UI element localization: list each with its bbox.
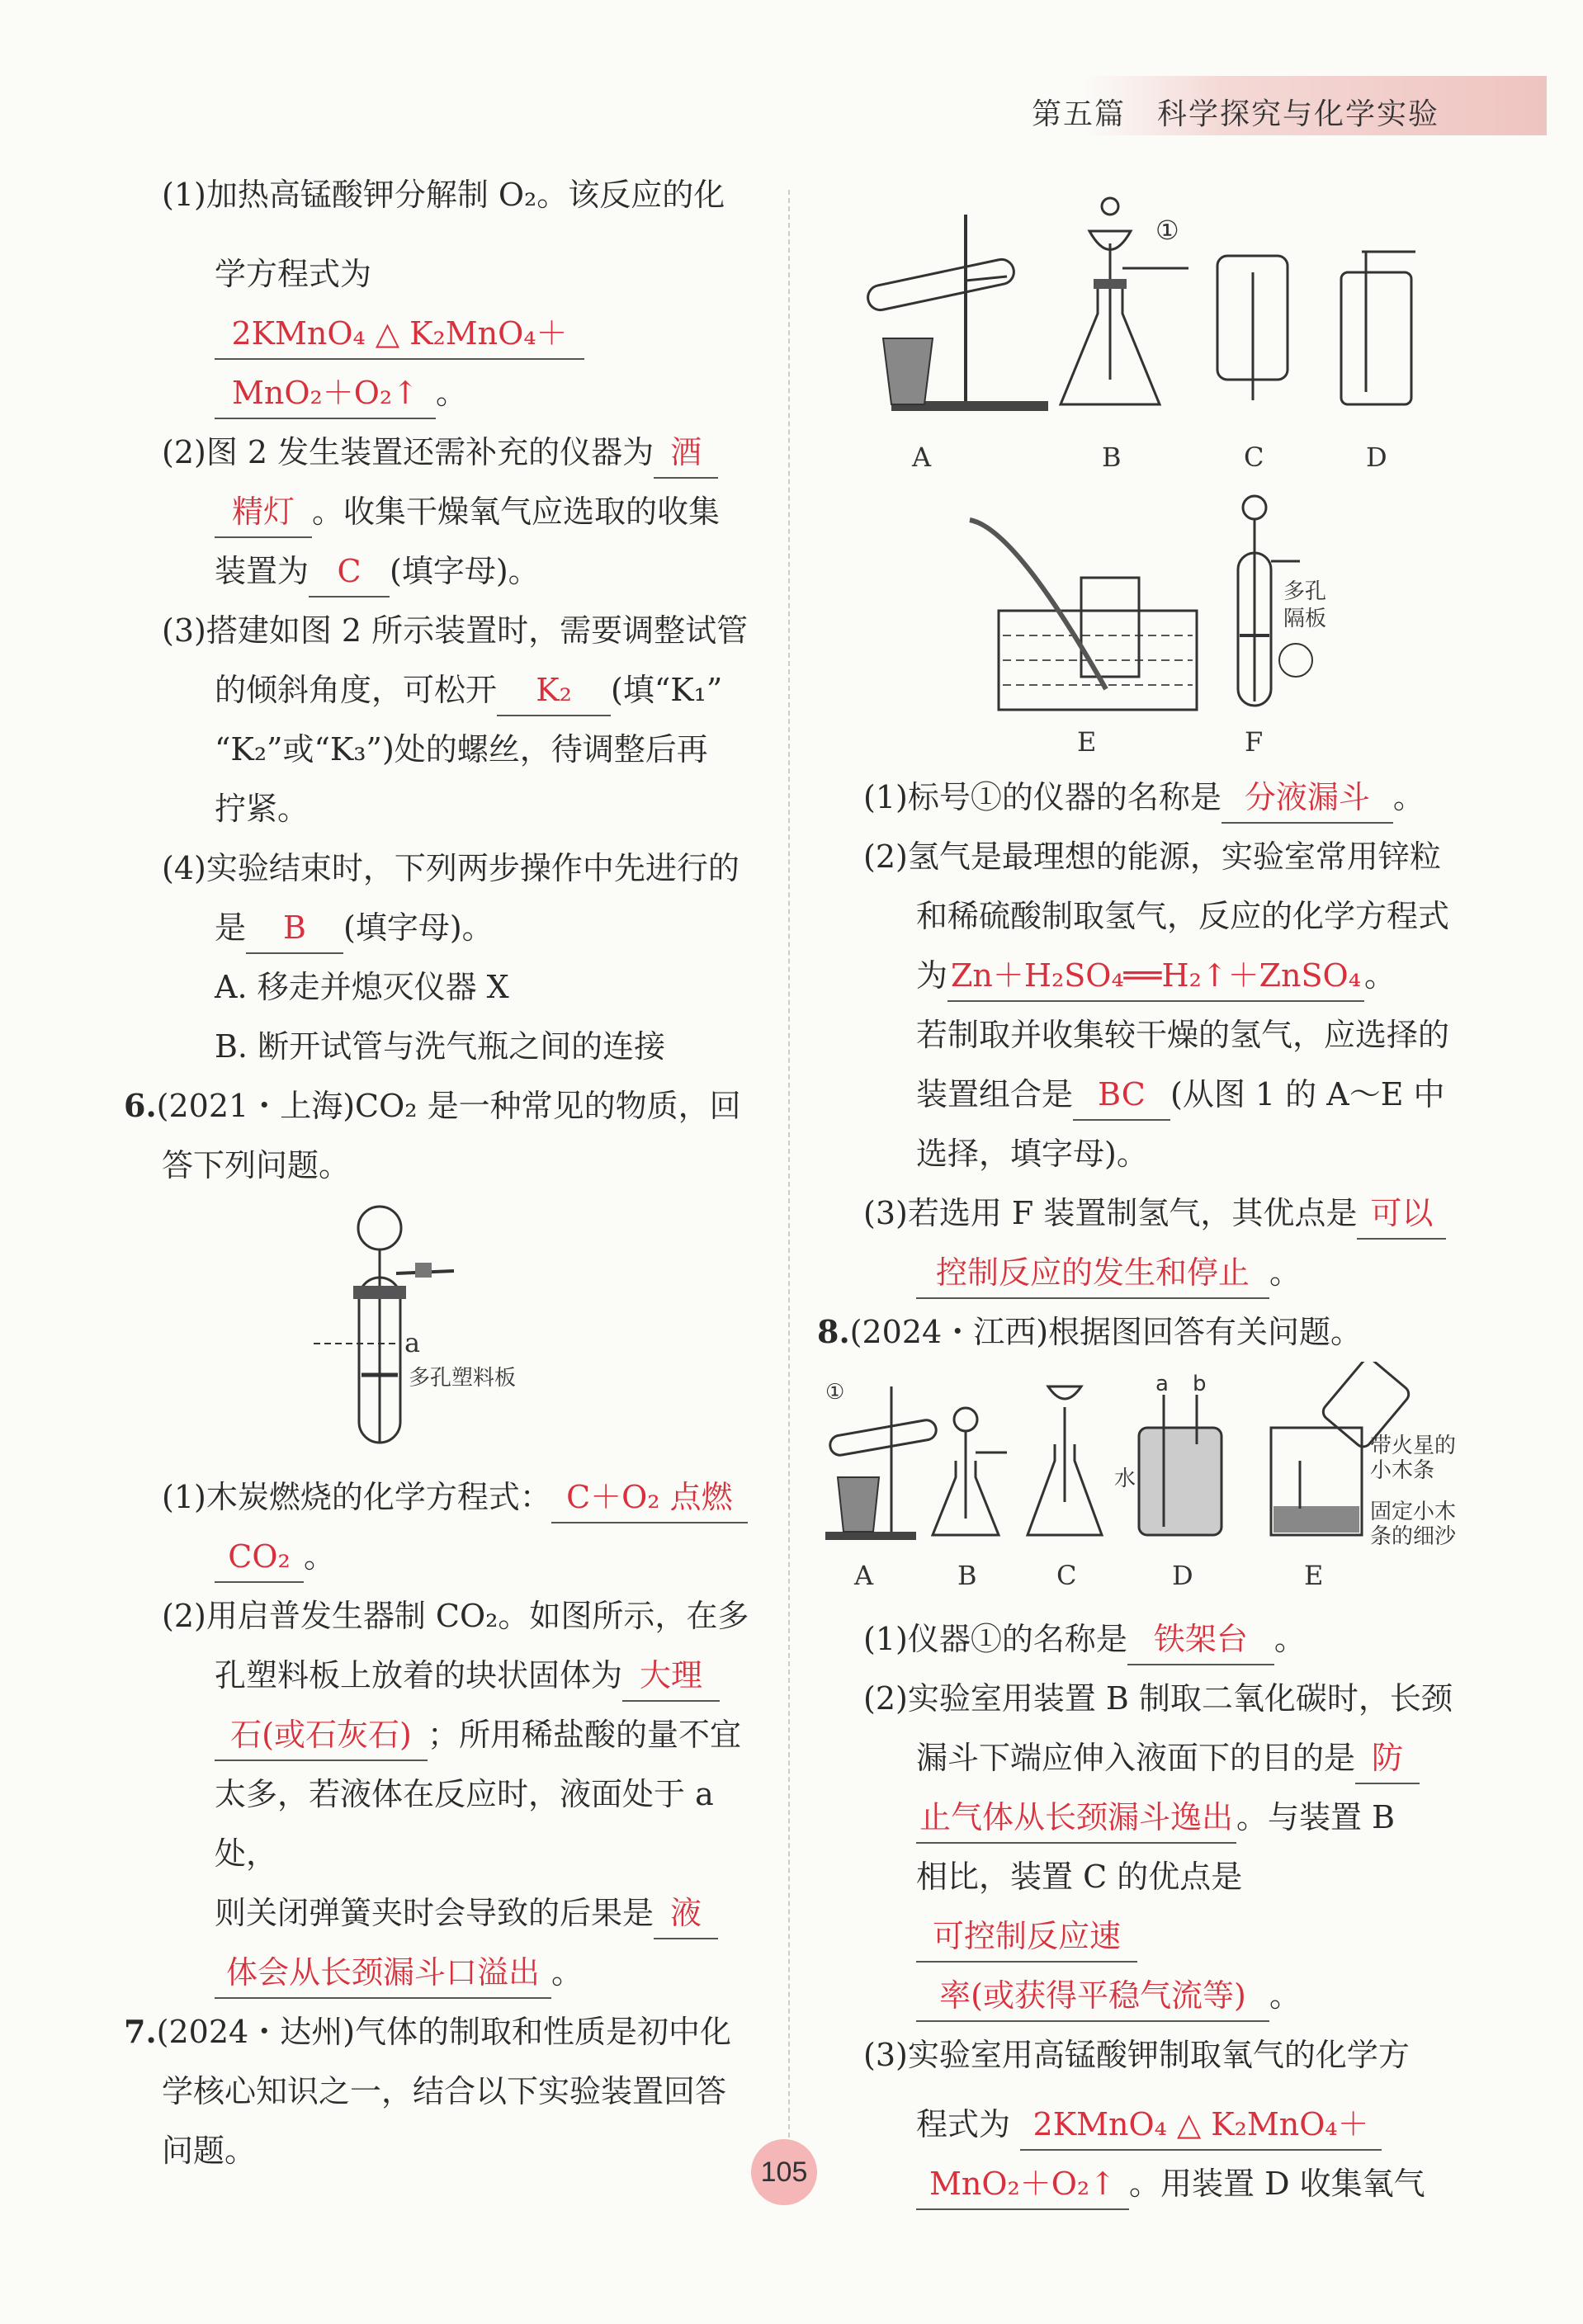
answer-blank: 体会从长颈漏斗口溢出 bbox=[215, 1948, 551, 1999]
fig8-label-a: A bbox=[854, 1560, 874, 1591]
answer-blank: Zn＋H₂SO₄══H₂↑＋ZnSO₄ bbox=[947, 951, 1364, 1002]
fig8-note-4: 条的细沙 bbox=[1370, 1524, 1457, 1549]
fig8-note-2: 小木条 bbox=[1370, 1458, 1435, 1483]
answer-blank: K₂ bbox=[497, 665, 611, 716]
text-line: 相比，装置 C 的优点是可控制反应速 bbox=[825, 1847, 1453, 1966]
fig7-label-f: F bbox=[1245, 726, 1264, 758]
question-8: 8.(2024・江西)根据图回答有关问题。 bbox=[817, 1313, 1363, 1350]
text-line: 和稀硫酸制取氢气，反应的化学方程式 bbox=[916, 898, 1450, 934]
text-line: 学方程式为 2KMnO₄ △ K₂MnO₄＋ bbox=[124, 244, 751, 363]
column-divider bbox=[788, 190, 790, 2154]
text-line: 太多，若液体在反应时，液面处于 a 处， bbox=[215, 1776, 714, 1872]
answer-blank: C＋O₂ 点燃 bbox=[551, 1472, 748, 1523]
fig8-label-port-b: b bbox=[1193, 1372, 1207, 1396]
left-column bbox=[124, 165, 751, 2180]
text-line: (2)实验室用装置 B 制取二氧化碳时，长颈 bbox=[863, 1680, 1453, 1717]
text-line: 程式为 2KMnO₄ △ K₂MnO₄＋ bbox=[825, 2095, 1453, 2154]
answer-blank: B bbox=[246, 903, 343, 954]
text-line: (1)木炭燃烧的化学方程式： C＋O₂ 点燃 bbox=[124, 1467, 751, 1527]
text-line: 为 Zn＋H₂SO₄══H₂↑＋ZnSO₄ 。 bbox=[825, 946, 1453, 1005]
header-title: 第五篇 科学探究与化学实验 bbox=[1031, 97, 1439, 131]
text-line: 问题。 bbox=[162, 2133, 257, 2169]
text-line: 漏斗下端应伸入液面下的目的是 防 bbox=[825, 1728, 1453, 1788]
text-line: (1)标号①的仪器的名称是 分液漏斗 。 bbox=[825, 768, 1453, 827]
q8-apparatus-diagram bbox=[809, 1362, 1469, 1609]
answer-blank: 防 bbox=[1355, 1733, 1420, 1784]
answer-blank: 精灯 bbox=[215, 487, 312, 538]
text-line: (3)实验室用高锰酸钾制取氧气的化学方 bbox=[863, 2037, 1410, 2073]
text-line: 拧紧。 bbox=[215, 791, 310, 827]
fig7-label-b: B bbox=[1102, 442, 1122, 473]
fig8-note-3: 固定小木 bbox=[1370, 1500, 1457, 1524]
right-column bbox=[817, 165, 1457, 2213]
page-header bbox=[1031, 76, 1547, 135]
answer-blank: 2KMnO₄ △ K₂MnO₄＋ bbox=[1020, 2100, 1382, 2151]
answer-blank: C bbox=[309, 546, 390, 598]
text-line: (4)实验结束时，下列两步操作中先进行的 bbox=[162, 850, 740, 886]
text-line: CO₂ 。 bbox=[124, 1527, 751, 1586]
answer-blank: 铁架台 bbox=[1127, 1614, 1274, 1665]
fig7-plate-label-1: 多孔 bbox=[1283, 579, 1327, 604]
figure-q8-apparatus bbox=[809, 1362, 1469, 1609]
fig8-label-e: E bbox=[1304, 1560, 1324, 1591]
label-a: a bbox=[404, 1327, 421, 1358]
text-line: 的倾斜角度，可松开 K₂ (填“K₁” bbox=[124, 660, 751, 720]
text-line: (1)加热高锰酸钾分解制 O₂。该反应的化 bbox=[162, 177, 725, 213]
answer-blank: 分液漏斗 bbox=[1222, 772, 1393, 824]
text-line: A. 移走并熄灭仪器 X bbox=[215, 969, 509, 1005]
answer-blank: BC bbox=[1073, 1070, 1170, 1121]
question-7: 7.(2024・达州)气体的制取和性质是初中化 bbox=[124, 2013, 732, 2050]
text-line: 选择，填字母)。 bbox=[916, 1136, 1148, 1172]
text-line: 则关闭弹簧夹时会导致的后果是 液 bbox=[124, 1883, 751, 1943]
fig7-plate-label-2: 隔板 bbox=[1283, 607, 1327, 631]
kipp-tube-diagram bbox=[264, 1195, 611, 1467]
figure-q7-apparatus bbox=[825, 173, 1453, 768]
figure-kipp-tube bbox=[264, 1195, 611, 1467]
answer-blank: 大理 bbox=[622, 1651, 720, 1702]
text-line: 装置为 C (填字母)。 bbox=[124, 541, 751, 601]
text-line: MnO₂＋O₂↑ 。 bbox=[124, 363, 751, 423]
text-line: (1)仪器①的名称是 铁架台 。 bbox=[825, 1609, 1453, 1669]
fig7-label-c: C bbox=[1244, 442, 1264, 473]
text-line: 若制取并收集较干燥的氢气，应选择的 bbox=[916, 1017, 1450, 1053]
answer-blank: 率(或获得平稳气流等) bbox=[916, 1971, 1269, 2022]
fig7-mark: ① bbox=[1155, 215, 1179, 246]
text-line: (2)图 2 发生装置还需补充的仪器为 酒 bbox=[124, 423, 751, 482]
text-line: 装置组合是 BC (从图 1 的 A～E 中 bbox=[825, 1065, 1453, 1124]
text-line: 率(或获得平稳气流等) 。 bbox=[825, 1966, 1453, 2025]
fig8-label-b: B bbox=[957, 1560, 977, 1591]
text-line: (3)若选用 F 装置制氢气，其优点是 可以 bbox=[825, 1183, 1453, 1243]
text-line: B. 断开试管与洗气瓶之间的连接 bbox=[215, 1028, 666, 1065]
answer-blank: 石(或石灰石) bbox=[215, 1710, 428, 1761]
fig7-label-d: D bbox=[1366, 442, 1387, 473]
answer-blank: CO₂ bbox=[215, 1532, 304, 1583]
q7-apparatus-diagram bbox=[825, 173, 1453, 768]
answer-blank: 液 bbox=[654, 1888, 718, 1939]
text-line: 石(或石灰石) ；所用稀盐酸的量不宜 bbox=[124, 1705, 751, 1764]
answer-blank: MnO₂＋O₂↑ bbox=[215, 368, 436, 419]
fig8-label-c: C bbox=[1056, 1560, 1077, 1591]
page-number: 105 bbox=[751, 2139, 817, 2205]
answer-blank: 2KMnO₄ △ K₂MnO₄＋ bbox=[215, 309, 584, 360]
text-line: 体会从长颈漏斗口溢出 。 bbox=[124, 1943, 751, 2002]
question-6: 6.(2021・上海)CO₂ 是一种常见的物质，回 bbox=[124, 1087, 741, 1124]
fig8-label-water: 水 bbox=[1114, 1467, 1136, 1491]
answer-blank: 可以 bbox=[1357, 1188, 1446, 1240]
text-line: (2)用启普发生器制 CO₂。如图所示，在多 bbox=[162, 1598, 749, 1634]
answer-blank: 止气体从长颈漏斗逸出 bbox=[916, 1793, 1236, 1844]
answer-blank: 酒 bbox=[654, 427, 718, 479]
text-line: 孔塑料板上放着的块状固体为 大理 bbox=[124, 1646, 751, 1705]
text-line: (3)搭建如图 2 所示装置时，需要调整试管 bbox=[162, 612, 749, 649]
text-line: 止气体从长颈漏斗逸出 。与装置 B bbox=[825, 1788, 1453, 1847]
text-line: MnO₂＋O₂↑ 。用装置 D 收集氧气 bbox=[825, 2154, 1453, 2213]
answer-blank: 控制反应的发生和停止 bbox=[916, 1248, 1269, 1299]
fig8-note-1: 带火星的 bbox=[1370, 1434, 1457, 1458]
text-line: 学核心知识之一，结合以下实验装置回答 bbox=[162, 2073, 727, 2109]
label-porous-plate: 多孔塑料板 bbox=[409, 1366, 517, 1391]
answer-blank: MnO₂＋O₂↑ bbox=[916, 2159, 1129, 2210]
text-line: “K₂”或“K₃”)处的螺丝，待调整后再 bbox=[215, 731, 708, 768]
answer-blank: 可控制反应速 bbox=[916, 1911, 1137, 1963]
fig8-mark: ① bbox=[825, 1380, 845, 1405]
text-line: (2)氢气是最理想的能源，实验室常用锌粒 bbox=[863, 838, 1441, 875]
fig7-label-a: A bbox=[912, 442, 932, 473]
text-line: 精灯 。收集干燥氧气应选取的收集 bbox=[124, 482, 751, 541]
fig8-label-port-a: a bbox=[1155, 1372, 1169, 1396]
fig8-label-d: D bbox=[1172, 1560, 1193, 1591]
fig7-label-e: E bbox=[1077, 726, 1097, 758]
text-line: 是 B (填字母)。 bbox=[124, 898, 751, 957]
text-line: 控制反应的发生和停止 。 bbox=[825, 1243, 1453, 1302]
text-line: 答下列问题。 bbox=[162, 1147, 351, 1183]
